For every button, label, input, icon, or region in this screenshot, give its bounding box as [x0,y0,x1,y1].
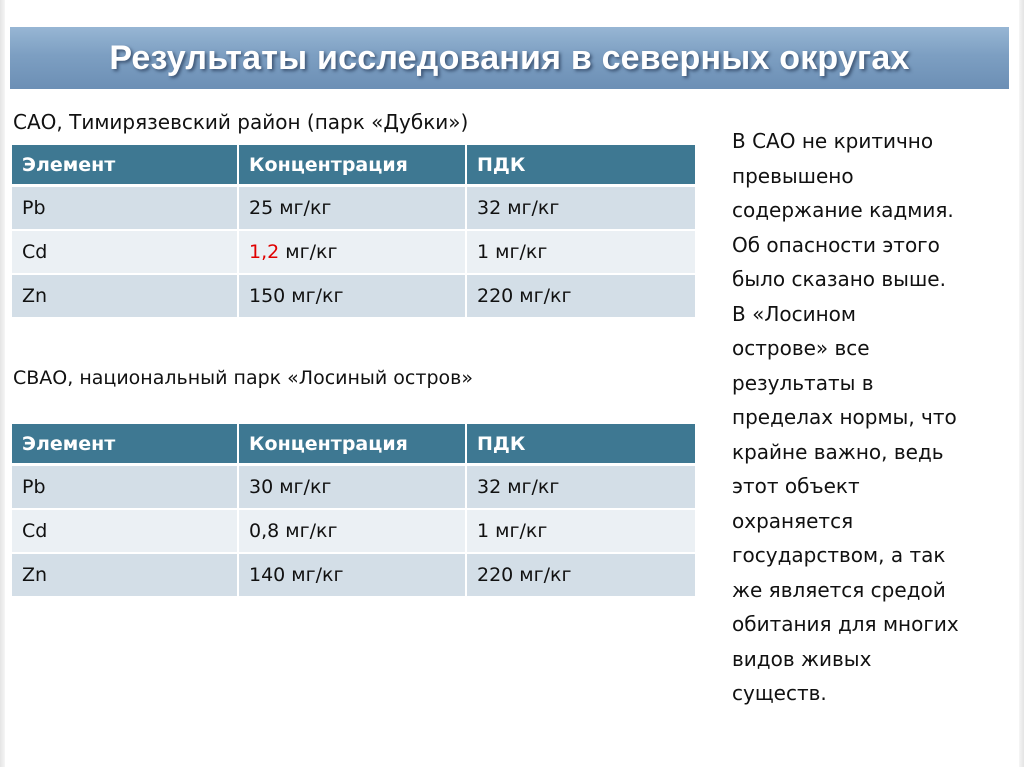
cell-pdk: 220 мг/кг [466,553,695,597]
results-table-sao [12,145,695,319]
commentary-line: Об опасности этого [732,232,940,257]
cell-pdk: 1 мг/кг [466,230,695,274]
slide-title: Результаты исследования в северных округах [109,38,910,77]
concentration-unit: мг/кг [285,285,344,307]
table-row [12,465,695,510]
concentration-unit: мг/кг [279,520,338,542]
commentary-line: обитания для многих [732,612,959,636]
table-header-row [12,145,695,186]
column-header-pdk: ПДК [466,424,695,465]
cell-element: Pb [12,186,238,231]
concentration-value: 0,8 [249,520,280,542]
cell-concentration [238,465,466,510]
commentary-text [732,124,1007,711]
title-bar [10,27,1009,89]
concentration-unit: мг/кг [273,476,332,498]
column-header-element: Элемент [12,145,238,186]
concentration-value: 150 [249,285,286,307]
cell-concentration [238,274,466,318]
commentary-line: государством, а так [732,543,946,567]
cell-concentration [238,186,466,231]
commentary-line: существ. [732,681,827,705]
commentary-line: В «Лосином [732,301,856,326]
concentration-unit: мг/кг [273,197,332,219]
table-row [12,553,695,597]
table-header-row [12,424,695,465]
table-row [12,509,695,553]
concentration-unit: мг/кг [285,564,344,586]
column-header-concentration: Концентрация [238,145,466,186]
commentary-line: превышено [732,163,854,188]
cell-concentration [238,230,466,274]
cell-element: Zn [12,274,238,318]
commentary-line: видов живых [732,646,872,671]
cell-pdk: 220 мг/кг [466,274,695,318]
cell-pdk: 32 мг/кг [466,186,695,231]
commentary-line: В САО не критично [732,129,934,153]
concentration-value: 25 [249,197,274,219]
section-caption-svao: СВАО, национальный парк «Лосиный остров» [13,367,473,389]
cell-concentration [238,553,466,597]
table-row [12,230,695,274]
column-header-pdk: ПДК [466,145,695,186]
column-header-concentration: Концентрация [238,424,466,465]
commentary-line: же является средой [732,577,946,602]
cell-element: Pb [12,465,238,510]
concentration-value-exceeded: 1,2 [249,241,280,263]
concentration-value: 30 [249,476,274,498]
commentary-line: было сказано выше. [732,267,946,291]
commentary-line: пределах нормы, что [732,405,957,429]
commentary-line: крайне важно, ведь [732,439,944,464]
section-caption-sao: САО, Тимирязевский район (парк «Дубки») [13,110,469,134]
table-row [12,186,695,231]
commentary-line: острове» все [732,336,870,360]
column-header-element: Элемент [12,424,238,465]
cell-concentration [238,509,466,553]
table-row [12,274,695,318]
commentary-line: результаты в [732,370,874,395]
commentary-line: охраняется [732,508,854,533]
cell-pdk: 32 мг/кг [466,465,695,510]
concentration-unit: мг/кг [279,241,338,263]
slide-edge-right [1019,0,1024,767]
cell-element: Zn [12,553,238,597]
commentary-line: содержание кадмия. [732,198,954,222]
slide-edge-left [0,0,5,767]
results-table-svao [12,424,695,598]
cell-pdk: 1 мг/кг [466,509,695,553]
cell-element: Cd [12,230,238,274]
concentration-value: 140 [249,564,286,586]
commentary-line: этот объект [732,474,860,498]
cell-element: Cd [12,509,238,553]
